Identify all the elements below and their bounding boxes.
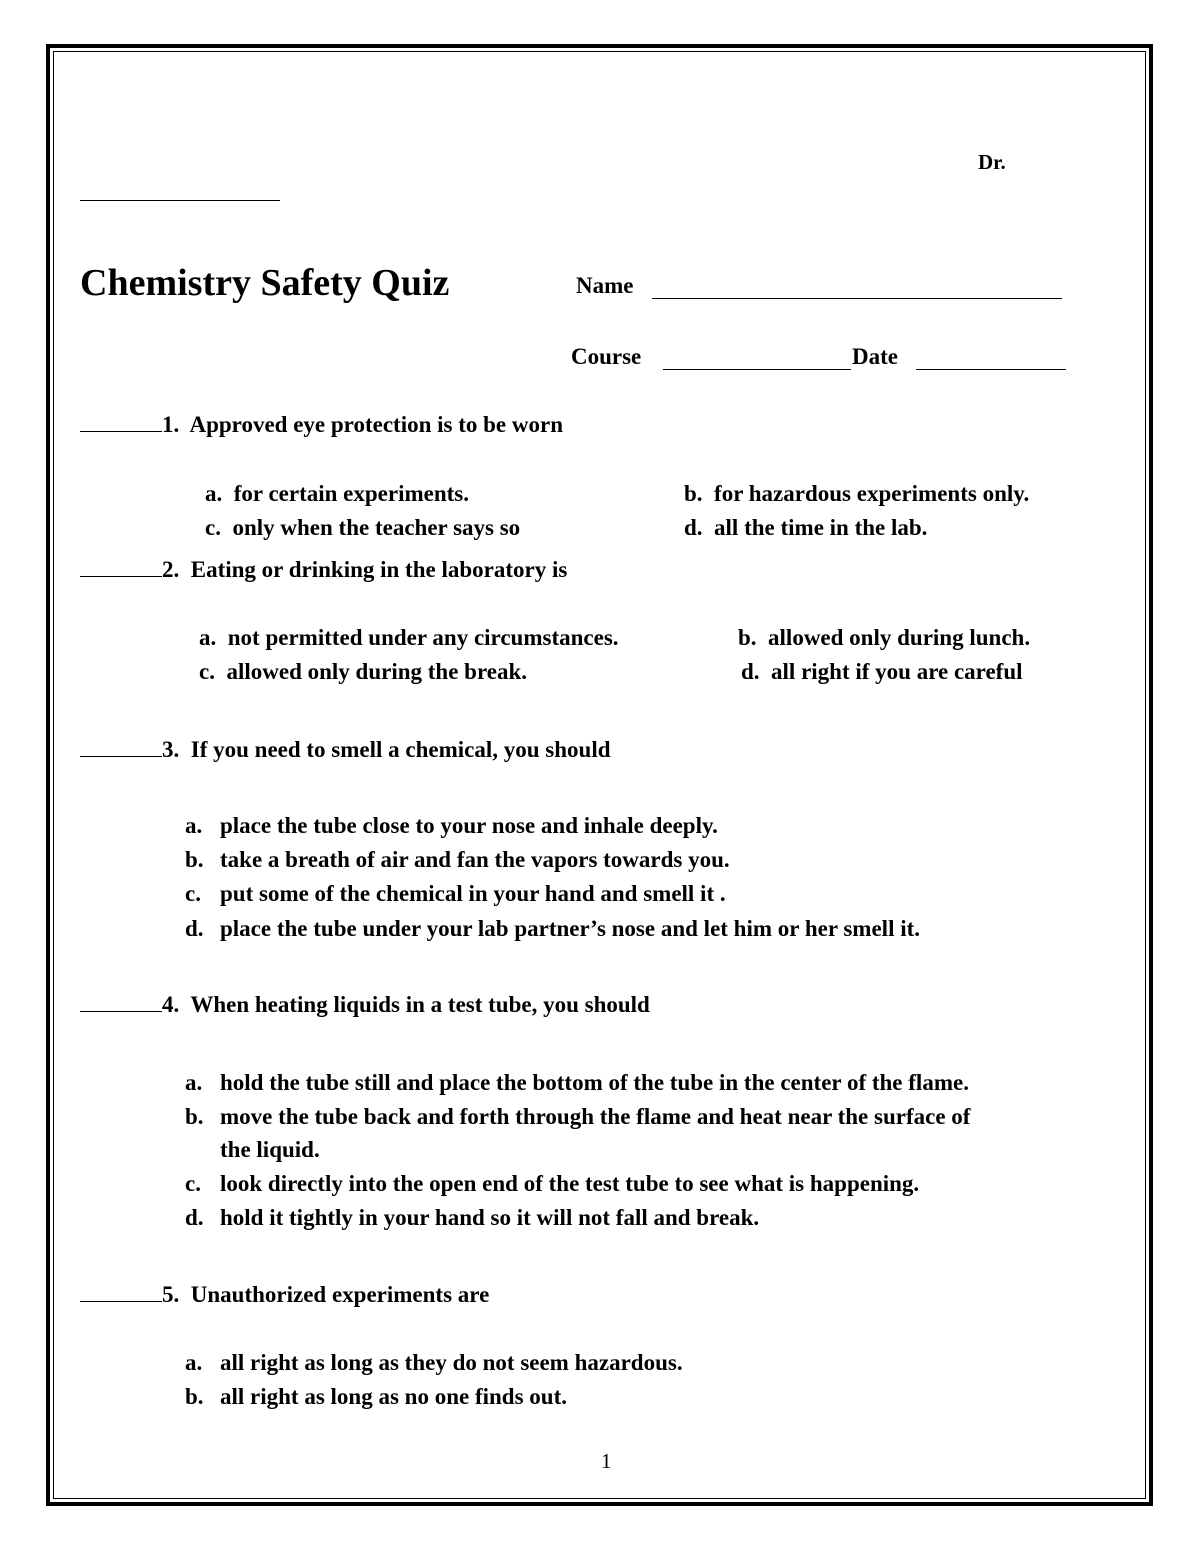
course-label: Course [571,344,642,369]
q1-option-d: d. all the time in the lab. [684,515,928,540]
question-5 [80,1282,489,1308]
question-number: 1. [162,412,180,437]
q2-option-d: d. all right if you are careful [741,659,1023,684]
answer-blank-5[interactable] [80,1301,162,1302]
answer-blank-2[interactable] [80,576,162,577]
question-2 [80,557,567,583]
question-number: 2. [162,557,180,582]
question-text: Approved eye protection is to be worn [189,412,563,437]
dr-label: Dr. [978,150,1006,174]
question-text: Unauthorized experiments are [190,1282,490,1307]
answer-blank-3[interactable] [80,756,162,757]
date-field[interactable] [916,369,1066,370]
q4-option-a: a. hold the tube still and place the bottom of the tube in the center of the flame. [185,1070,969,1095]
course-field[interactable] [663,369,851,370]
q5-option-b: b. all right as long as no one finds out. [185,1384,567,1409]
q3-option-a: a. place the tube close to your nose and inhale deeply. [185,813,718,838]
question-text: Eating or drinking in the laboratory is [190,557,568,582]
answer-blank-4[interactable] [80,1011,162,1012]
question-3 [80,737,611,763]
name-field[interactable] [652,298,1062,299]
q3-option-b: b. take a breath of air and fan the vapors towards you. [185,847,730,872]
q1-option-c: c. only when the teacher says so [205,515,521,540]
q4-option-b-continued: the liquid. [220,1137,320,1162]
page-number: 1 [601,1449,612,1473]
q3-option-d: d. place the tube under your lab partner’s nose and let him or her smell it. [185,916,921,941]
question-4 [80,992,650,1018]
q2-option-b: b. allowed only during lunch. [738,625,1031,650]
q4-option-d: d. hold it tightly in your hand so it will not fall and break. [185,1205,760,1230]
answer-blank-1[interactable] [80,431,162,432]
question-1 [80,412,563,438]
quiz-title: Chemistry Safety Quiz [80,262,450,304]
date-label: Date [852,344,898,369]
question-number: 3. [162,737,180,762]
name-label: Name [576,273,634,298]
question-text: When heating liquids in a test tube, you should [190,992,650,1017]
question-number: 4. [162,992,180,1017]
question-number: 5. [162,1282,180,1307]
q1-option-b: b. for hazardous experiments only. [684,481,1030,506]
q4-option-b: b. move the tube back and forth through the flame and heat near the surface of [185,1104,971,1129]
q3-option-c: c. put some of the chemical in your hand and smell it . [185,881,726,906]
question-text: If you need to smell a chemical, you should [190,737,611,762]
q2-option-c: c. allowed only during the break. [199,659,528,684]
q1-option-a: a. for certain experiments. [205,481,469,506]
q4-option-c: c. look directly into the open end of the test tube to see what is happening. [185,1171,920,1196]
dr-name-blank[interactable] [80,200,280,201]
q2-option-a: a. not permitted under any circumstances. [199,625,619,650]
q5-option-a: a. all right as long as they do not seem hazardous. [185,1350,683,1375]
